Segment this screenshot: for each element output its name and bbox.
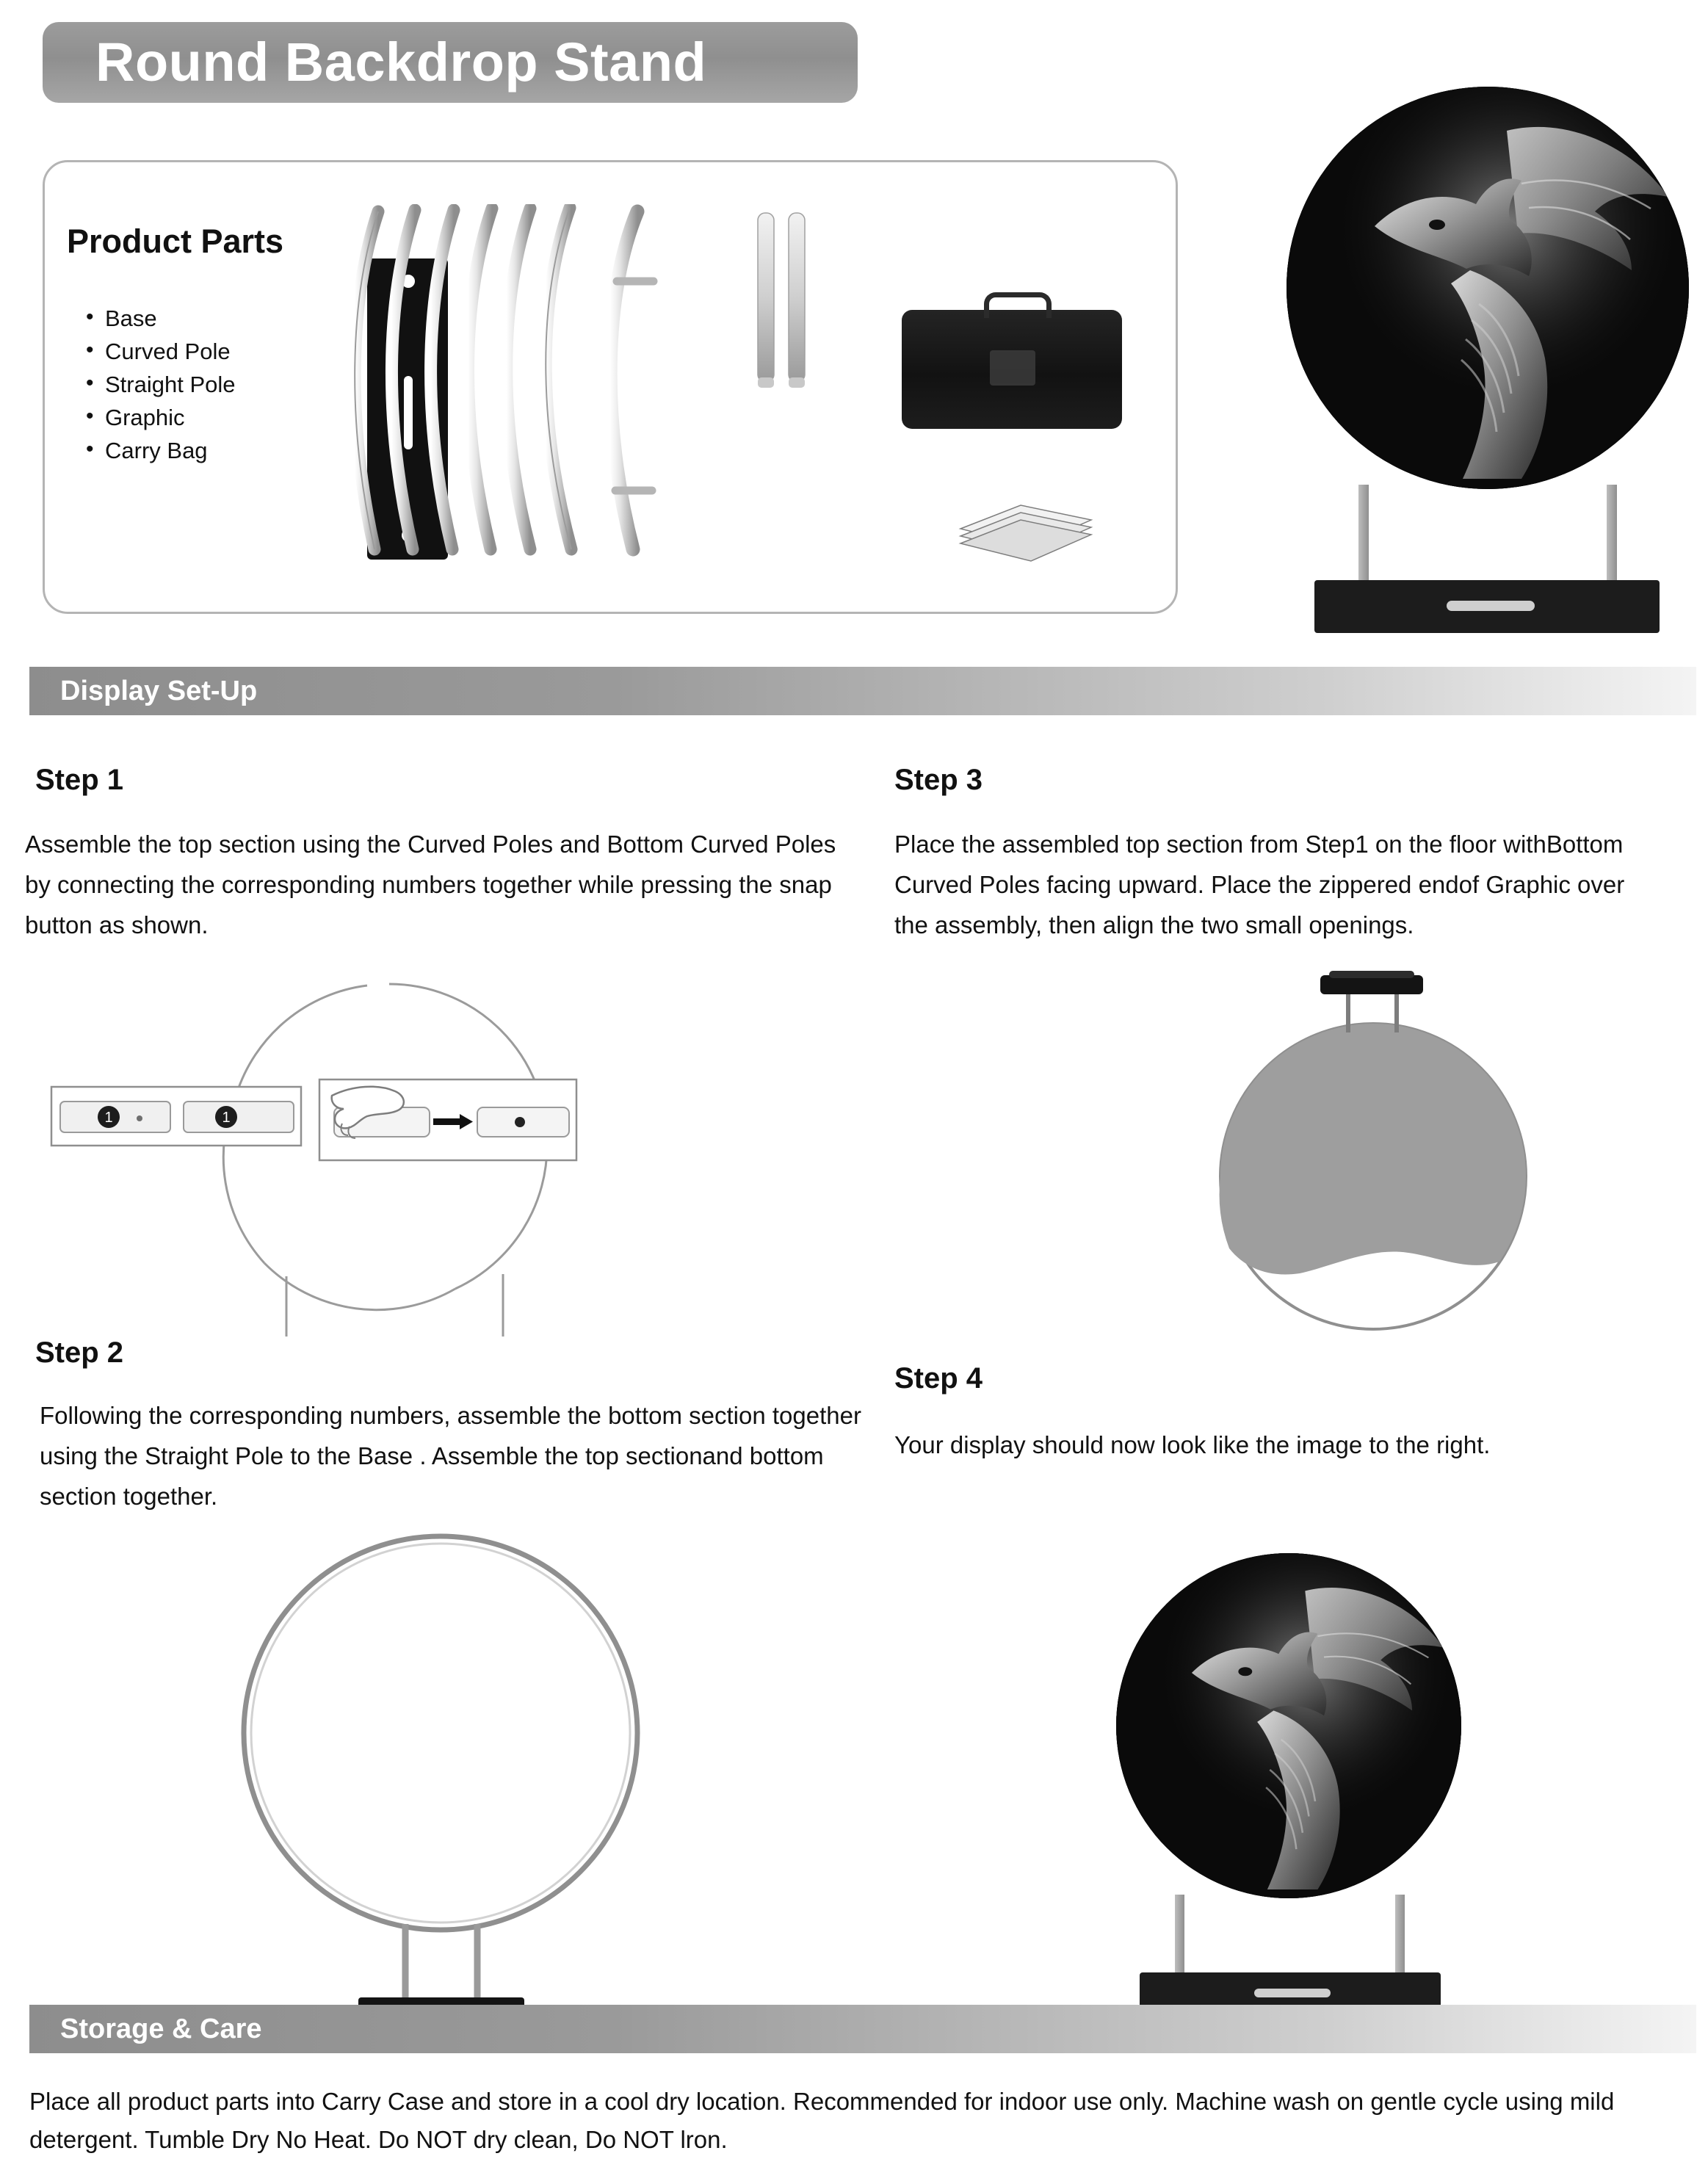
hero-graphic-image xyxy=(1287,87,1689,489)
page-title-banner xyxy=(43,22,858,103)
carry-bag-icon xyxy=(902,310,1122,429)
list-item: • Curved Pole xyxy=(83,335,236,368)
step-4-result-image xyxy=(1116,1553,1461,1898)
step-2-body: Following the corresponding numbers, assemble the bottom section together using the Straight Pole to the Base . Assemble the top sectionand bottom section together. xyxy=(40,1402,861,1510)
storage-care-text: Place all product parts into Carry Case and store in a cool dry location. Recommended for indoor use only. Machine wash on gentle cycle using mild detergent. Tumble Dry No Heat. Do NOT dry clean, Do NOT lron. xyxy=(29,2088,1615,2153)
step-4-stand-leg-right xyxy=(1395,1895,1405,1983)
list-item: • Graphic xyxy=(83,401,236,434)
step-4-body: Your display should now look like the image to the right. xyxy=(894,1431,1491,1458)
section-header-display-setup xyxy=(29,667,1696,715)
step-3-diagram xyxy=(1197,969,1549,1351)
list-item: • Base xyxy=(83,302,236,335)
list-item: • Carry Bag xyxy=(83,434,236,467)
list-item: • Straight Pole xyxy=(83,368,236,401)
product-parts-heading: Product Parts xyxy=(67,223,284,260)
step-1-diagram xyxy=(44,969,837,1359)
folded-fabric-icon xyxy=(955,491,1099,571)
step-4-stand-leg-left xyxy=(1175,1895,1184,1983)
section-label: Storage & Care xyxy=(60,2013,262,2044)
step-1-body: Assemble the top section using the Curved Poles and Bottom Curved Poles by connecting the corresponding numbers together while pressing the snap button as shown. xyxy=(25,831,836,938)
step-4-stand-base-slot xyxy=(1254,1989,1331,1997)
section-header-storage-care xyxy=(29,2005,1696,2053)
stand-leg-right xyxy=(1607,485,1617,592)
step-2-diagram xyxy=(169,1513,712,2049)
step-4-title: Step 4 xyxy=(894,1362,983,1395)
stand-leg-left xyxy=(1358,485,1369,592)
svg-text:1: 1 xyxy=(104,1110,113,1126)
step-3-title: Step 3 xyxy=(894,764,983,796)
stand-base-slot xyxy=(1447,601,1535,611)
svg-text:1: 1 xyxy=(222,1110,231,1126)
step-3-body: Place the assembled top section from Step1 on the floor withBottom Curved Poles facing upward. Place the zippered endof Graphic over the assembly, then align the two small openings. xyxy=(894,831,1625,938)
page-title: Round Backdrop Stand xyxy=(95,32,707,93)
step-1-title: Step 1 xyxy=(35,764,124,796)
product-parts-list xyxy=(83,302,236,467)
section-label: Display Set-Up xyxy=(60,675,258,706)
step-2-title: Step 2 xyxy=(35,1337,124,1369)
